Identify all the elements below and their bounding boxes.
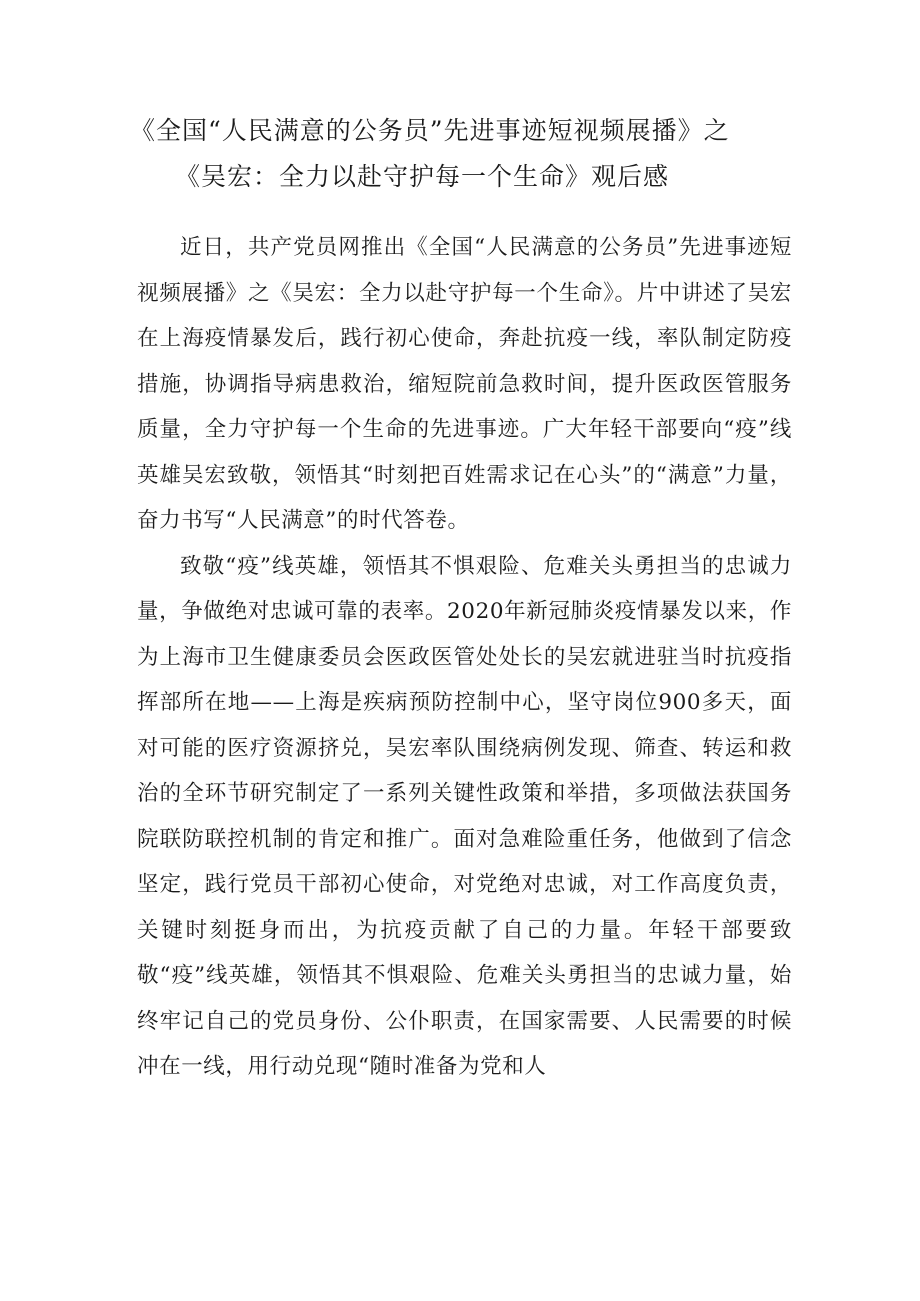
title-line-2: 《吴宏：全力以赴守护每一个生命》观后感 xyxy=(175,162,670,191)
document-title xyxy=(120,108,810,200)
document-body xyxy=(137,225,792,1090)
paragraph-2: 致敬“疫”线英雄，领悟其不惧艰险、危难关头勇担当的忠诚力量，争做绝对忠诚可靠的表率。2020年新冠肺炎疫情暴发以来，作为上海市卫生健康委员会医政医管处处长的吴宏就进驻当时抗疫指挥部所在地——上海是疾病预防控制中心，坚守岗位900多天，面对可能的医疗资源挤兑，吴宏率队围绕病例发现、筛查、转运和救治的全环节研究制定了一系列关键性政策和举措，多项做法获国务院联防联控机制的肯定和推广。面对急难险重任务，他做到了信念坚定，践行党员干部初心使命，对党绝对忠诚，对工作高度负责，关键时刻挺身而出，为抗疫贡献了自己的力量。年轻干部要致敬“疫”线英雄，领悟其不惧艰险、危难关头勇担当的忠诚力量，始终牢记自己的党员身份、公仆职责，在国家需要、人民需要的时候冲在一线，用行动兑现“随时准备为党和人 xyxy=(137,553,792,1079)
paragraph-1: 近日，共产党员网推出《全国“人民满意的公务员”先进事迹短视频展播》之《吴宏：全力以赴守护每一个生命》。片中讲述了吴宏在上海疫情暴发后，践行初心使命，奔赴抗疫一线，率队制定防疫措施，协调指导病患救治，缩短院前急救时间，提升医政医管服务质量，全力守护每一个生命的先进事迹。广大年轻干部要向“疫”线英雄吴宏致敬，领悟其“时刻把百姓需求记在心头”的“满意”力量，奋力书写“人民满意”的时代答卷。 xyxy=(137,235,792,533)
title-line-1: 《全国“人民满意的公务员”先进事迹短视频展播》之 xyxy=(130,116,730,145)
